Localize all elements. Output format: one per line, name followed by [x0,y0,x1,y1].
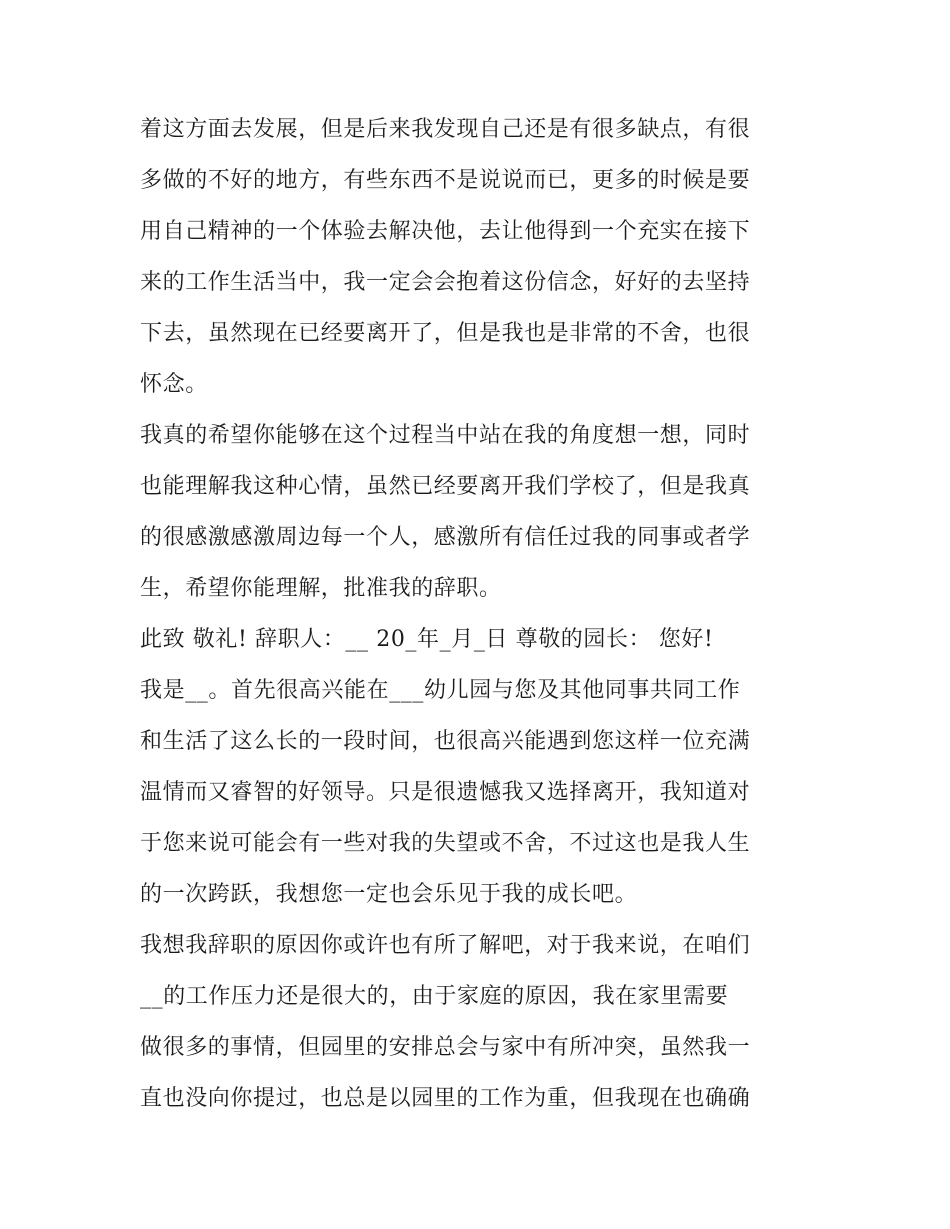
text-line: 用自己精神的一个体验去解决他，去让他得到一个充实在接下 [140,219,751,244]
text-line: 着这方面去发展，但是后来我发现自己还是有很多缺点，有很 [140,117,751,142]
text-line: 于您来说可能会有一些对我的失望或不舍，不过这也是我人生 [140,831,751,856]
text-line: 温情而又睿智的好领导。只是很遗憾我又选择离开，我知道对 [140,780,751,805]
text-line: 做很多的事情，但园里的安排总会与家中有所冲突，虽然我一 [140,1035,751,1060]
text-line: 的很感激感激周边每一个人，感激所有信任过我的同事或者学 [140,525,751,550]
text-line: 下去，虽然现在已经要离开了，但是我也是非常的不舍，也很 [140,321,751,346]
text-line: 多做的不好的地方，有些东西不是说说而已，更多的时候是要 [140,168,751,193]
text-line: 我想我辞职的原因你或许也有所了解吧，对于我来说，在咱们 [140,933,751,958]
text-line: 来的工作生活当中，我一定会会抱着这份信念，好好的去坚持 [140,270,751,295]
document-body [140,104,820,1124]
text-line: 和生活了这么长的一段时间，也很高兴能遇到您这样一位充满 [140,729,751,754]
text-line: 也能理解我这种心情，虽然已经要离开我们学校了，但是我真 [140,474,751,499]
closing-line: 此致 敬礼! 辞职人：__ 20_年_月_日 尊敬的园长： 您好! [140,627,714,652]
text-line: 怀念。 [140,372,208,397]
text-line: 生，希望你能理解，批准我的辞职。 [140,576,502,601]
text-line: __的工作压力还是很大的，由于家庭的原因，我在家里需要 [140,984,729,1009]
text-line: 我真的希望你能够在这个过程当中站在我的角度想一想，同时 [140,423,751,448]
text-line: 我是__。首先很高兴能在___幼儿园与您及其他同事共同工作 [140,678,741,703]
text-line: 的一次跨跃，我想您一定也会乐见于我的成长吧。 [140,882,638,907]
text-line: 直也没向你提过，也总是以园里的工作为重，但我现在也确确 [140,1086,751,1111]
